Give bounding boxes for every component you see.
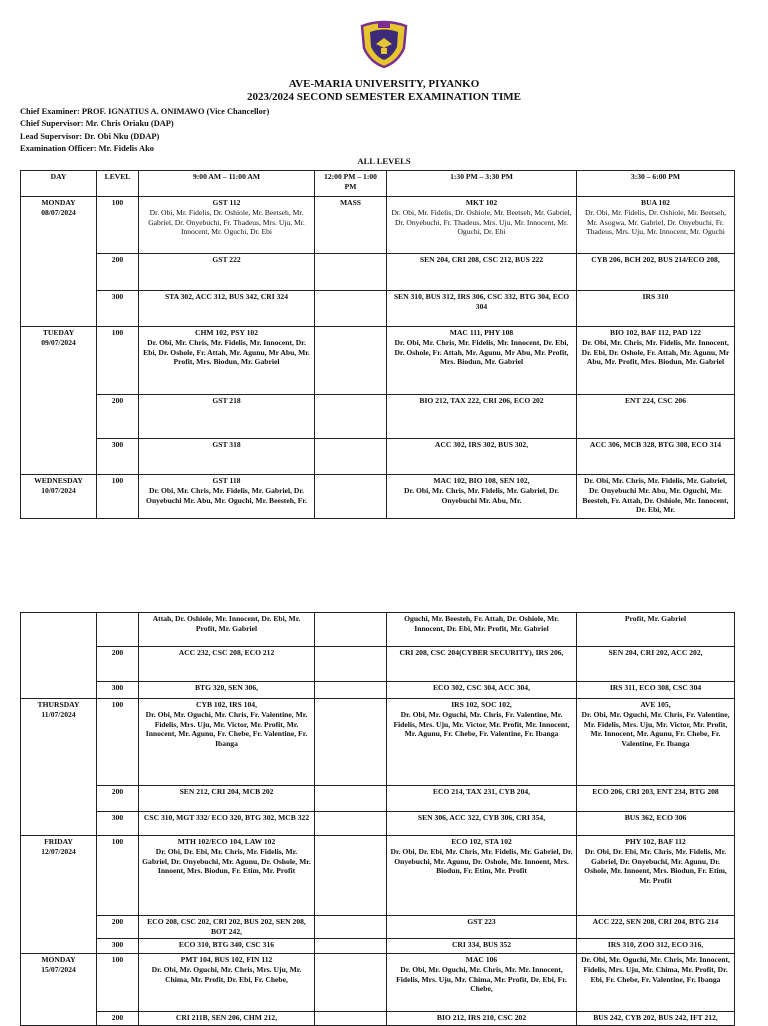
slot-cell: CYB 206, BCH 202, BUS 214/ECO 208, [577, 254, 735, 291]
level-cell: 300 [97, 291, 139, 327]
slot-cell: MAC 106 Dr. Obi, Mr. Oguchi, Mr. Chris, Mr. Mr. Innocent, Fidelis, Mrs. Uju, Mr. Chima, Mr. Profit, Dr. Ebi, Fr. Chebe, [387, 954, 577, 1012]
day-cell: THURSDAY 11/07/2024 [21, 699, 97, 836]
level-cell: 100 [97, 836, 139, 916]
slot-cell: ECO 206, CRI 203, ENT 234, BTG 208 [577, 786, 735, 812]
table-row [21, 254, 735, 291]
page-gap [0, 540, 768, 612]
slot-cell: ACC 302, IRS 302, BUS 302, [387, 439, 577, 475]
timetable-table-continued [20, 612, 735, 1026]
table-row [21, 647, 735, 682]
slot-cell: ECO 102, STA 102 Dr. Obi, Dr. Ebi, Mr. Chris, Mr. Fidelis, Mr. Gabriel, Dr. Onyebuchi, Mr. Agunu, Dr. Oshole, Mr. Innoent, Mrs. Biodun, Fr. Etim, Mr. Profit [387, 836, 577, 916]
slot-cell: CYB 102, IRS 104, Dr. Obi, Mr. Oguchi, Mr. Chris, Fr. Valentine, Mr. Fidelis, Mrs. Uju, Mr. Victor, Mr. Profit, Mr. Innocent, Mr. Agunu, Fr. Chebe, Fr. Valentine, Fr. Ibanga [139, 699, 315, 786]
slot-cell: CSC 310, MGT 332/ ECO 320, BTG 302, MCB 322 [139, 812, 315, 836]
table-row [21, 682, 735, 699]
all-levels-caption: ALL LEVELS [357, 156, 411, 166]
level-cell: 100 [97, 954, 139, 1012]
col-header-slot3: 1:30 PM – 3:30 PM [387, 171, 577, 197]
slot-cell [315, 699, 387, 786]
slot-cell: BIO 102, BAF 112, PAD 122 Dr. Obi, Mr. Chris, Mr. Fidelis, Mr. Innocent, Dr. Ebi, Dr. Oshole, Fr. Attah, Mr. Agunu, Mr Abu, Mr. Profit, Mrs. Biodun, Mr. Gabriel [577, 327, 735, 395]
slot-cell: MAC 102, BIO 108, SEN 102, Dr. Obi, Mr. Chris, Mr. Fidelis, Mr. Gabriel, Dr. Onyebuchi Mr. Abu, Mr. [387, 475, 577, 519]
slot-cell [315, 786, 387, 812]
slot-cell: MTH 102/ECO 104, LAW 102 Dr. Obi, Dr. Ebi, Mr. Chris, Mr. Fidelis, Mr. Gabriel, Dr. Onyebuchi, Mr. Agunu, Dr. Oshole, Mr. Innoent, Mrs. Biodun, Fr. Etim, Mr. Profit [139, 836, 315, 916]
slot-cell: IRS 102, SOC 102, Dr. Obi, Mr. Oguchi, Mr. Chris, Fr. Valentine, Mr. Fidelis, Mrs. Uju, Mr. Victor, Mr. Profit, Mr. Innocent, Mr. Agunu, Fr. Chebe, Fr. Valentine, Fr. Ibanga [387, 699, 577, 786]
slot-cell: IRS 311, ECO 308, CSC 304 [577, 682, 735, 699]
slot-cell: Oguchi, Mr. Beesteh, Fr. Attah, Dr. Oshiole, Mr. Innocent, Dr. Ebi, Mr. Profit, Mr. Gabriel [387, 613, 577, 647]
university-crest-icon [358, 20, 410, 68]
slot-cell: SEN 204, CRI 202, ACC 202, [577, 647, 735, 682]
level-cell: 200 [97, 916, 139, 939]
table-row [21, 613, 735, 647]
level-cell: 200 [97, 254, 139, 291]
col-header-level: LEVEL [97, 171, 139, 197]
slot-cell: ECO 310, BTG 340, CSC 316 [139, 939, 315, 954]
slot-cell: ECO 208, CSC 202, CRI 202, BUS 202, SEN 208, BOT 242, [139, 916, 315, 939]
slot-cell: CHM 102, PSY 102 Dr. Obi, Mr. Chris, Mr. Fidelis, Mr. Innocent, Dr. Ebi, Dr. Oshole, Fr. Attah, Mr. Agunu, Mr Abu, Mr. Profit, Mrs. Biodun, Mr. Gabriel [139, 327, 315, 395]
slot-cell: Profit, Mr. Gabriel [577, 613, 735, 647]
mass-cell: MASS [315, 197, 387, 254]
slot-cell: Dr. Obi, Mr. Chris, Mr. Fidelis, Mr. Gabriel, Dr. Onyebuchi Mr. Abu, Mr. Oguchi, Mr. Beesteh, Fr. Attah, Dr. Oshiole, Mr. Innocent, Dr. Ebi, Mr. [577, 475, 735, 519]
slot-cell [315, 327, 387, 395]
table-row [21, 395, 735, 439]
slot-cell: GST 112 Dr. Obi, Mr. Fidelis, Dr. Oshiole, Mr. Beetseh, Mr. Gabriel, Dr. Onyebuchi, Fr. Thadeus, Mrs. Uju, Mr. Innocent, Mr. Oguchi, Dr. Ebi [139, 197, 315, 254]
table-row [21, 954, 735, 1012]
day-cell [21, 613, 97, 699]
level-cell: 100 [97, 699, 139, 786]
slot-cell [315, 647, 387, 682]
level-cell: 100 [97, 327, 139, 395]
slot-cell [315, 613, 387, 647]
slot-cell: BUS 362, ECO 306 [577, 812, 735, 836]
table-row [21, 327, 735, 395]
slot-cell: CRI 334, BUS 352 [387, 939, 577, 954]
slot-cell: GST 218 [139, 395, 315, 439]
day-cell: MONDAY 08/07/2024 [21, 197, 97, 327]
table-row [21, 699, 735, 786]
slot-cell: PMT 104, BUS 102, FIN 112 Dr. Obi, Mr. Oguchi, Mr. Chris, Mrs. Uju, Mr. Chima, Mr. Profit, Dr. Ebi, Fr. Chebe, [139, 954, 315, 1012]
slot-cell: CRI 211B, SEN 206, CHM 212, [139, 1012, 315, 1026]
col-header-slot4: 3:30 – 6:00 PM [577, 171, 735, 197]
slot-cell: MKT 102 Dr. Obi, Mr. Fidelis, Dr. Oshiole, Mr. Beetseh, Mr. Gabriel, Dr. Onyebuchi, Fr. Thadeus, Mrs. Uju, Mr. Innocent, Mr. Oguchi, Dr. Ebi [387, 197, 577, 254]
slot-cell: BUA 102 Dr. Obi, Mr. Fidelis, Dr. Oshiole, Mr. Beetseh, Mr. Asogwa, Mr. Gabriel, Dr. Onyebuchi, Fr. Thadeus, Mrs. Uju, Mr. Innocent, Mr. Oguchi [577, 197, 735, 254]
level-cell: 300 [97, 939, 139, 954]
slot-cell: GST 222 [139, 254, 315, 291]
header-row [21, 171, 735, 197]
slot-cell: IRS 310 [577, 291, 735, 327]
slot-cell: AVE 105, Dr. Obi, Mr. Oguchi, Mr. Chris, Fr. Valentine, Mr. Fidelis, Mrs. Uju, Mr. Victor, Mr. Profit, Mr. Innocent, Mr. Agunu, Fr. Chebe, Fr. Valentine, Fr. Ibanga [577, 699, 735, 786]
table-row [21, 1012, 735, 1026]
slot-cell [315, 939, 387, 954]
level-cell: 200 [97, 395, 139, 439]
day-cell: MONDAY 15/07/2024 [21, 954, 97, 1026]
timetable-table [20, 170, 735, 519]
slot-cell [315, 1012, 387, 1026]
table-row [21, 939, 735, 954]
slot-cell: Dr. Obi, Mr. Oguchi, Mr. Chris, Mr. Innocent, Fidelis, Mrs. Uju, Mr. Chima, Mr. Profit, Dr. Ebi, Fr. Chebe, Fr. Valentine, Fr. Ibanga [577, 954, 735, 1012]
table-row [21, 916, 735, 939]
slot-cell: BIO 212, IRS 210, CSC 202 [387, 1012, 577, 1026]
slot-cell: SEN 204, CRI 208, CSC 212, BUS 222 [387, 254, 577, 291]
table-row [21, 291, 735, 327]
table-row [21, 786, 735, 812]
day-cell: FRIDAY 12/07/2024 [21, 836, 97, 954]
level-cell: 100 [97, 197, 139, 254]
col-header-slot2: 12:00 PM – 1:00 PM [315, 171, 387, 197]
level-cell: 300 [97, 812, 139, 836]
table-row [21, 197, 735, 254]
day-cell: WEDNESDAY 10/07/2024 [21, 475, 97, 519]
slot-cell: CRI 208, CSC 204(CYBER SECURITY), IRS 206, [387, 647, 577, 682]
slot-cell: SEN 306, ACC 322, CYB 306, CRI 354, [387, 812, 577, 836]
level-cell: 200 [97, 786, 139, 812]
slot-cell: ACC 306, MCB 328, BTG 308, ECO 314 [577, 439, 735, 475]
slot-cell [315, 954, 387, 1012]
slot-cell: ECO 214, TAX 231, CYB 204, [387, 786, 577, 812]
slot-cell [315, 439, 387, 475]
slot-cell [315, 291, 387, 327]
official-exam-officer: Examination Officer: Mr. Fidelis Ako [20, 143, 154, 153]
slot-cell [315, 682, 387, 699]
session-title: 2023/2024 SECOND SEMESTER EXAMINATION TIME [246, 91, 522, 103]
slot-cell: BUS 242, CYB 202, BUS 242, IFT 212, [577, 1012, 735, 1026]
slot-cell [315, 254, 387, 291]
table-row [21, 475, 735, 519]
slot-cell: ENT 224, CSC 206 [577, 395, 735, 439]
slot-cell: SEN 212, CRI 204, MCB 202 [139, 786, 315, 812]
slot-cell [315, 395, 387, 439]
level-cell: 200 [97, 647, 139, 682]
level-cell: 200 [97, 1012, 139, 1026]
slot-cell: GST 223 [387, 916, 577, 939]
table-row [21, 836, 735, 916]
level-cell: 300 [97, 682, 139, 699]
table-row [21, 439, 735, 475]
timetable-page-2 [0, 612, 768, 1024]
slot-cell [315, 916, 387, 939]
official-chief-supervisor: Chief Supervisor: Mr. Chris Oriaku (DAP) [20, 119, 174, 129]
slot-cell: IRS 310, ZOO 312, ECO 316, [577, 939, 735, 954]
slot-cell [315, 812, 387, 836]
level-cell [97, 613, 139, 647]
slot-cell: PHY 102, BAF 112 Dr. Obi, Dr. Ebi, Mr. Chris, Mr. Fidelis, Mr. Gabriel, Dr. Onyebuchi, Mr. Agunu, Dr. Oshole, Mr. Innoent, Mrs. Biodun, Fr. Etim, Mr. Profit [577, 836, 735, 916]
table-row [21, 812, 735, 836]
slot-cell: ACC 232, CSC 208, ECO 212 [139, 647, 315, 682]
slot-cell: BIO 212, TAX 222, CRI 206, ECO 202 [387, 395, 577, 439]
officials-list [20, 106, 269, 155]
slot-cell: SEN 310, BUS 312, IRS 306, CSC 332, BTG 304, ECO 304 [387, 291, 577, 327]
level-cell: 300 [97, 439, 139, 475]
official-chief-examiner: Chief Examiner: PROF. IGNATIUS A. ONIMAWO (Vice Chancellor) [20, 107, 270, 116]
slot-cell: ACC 222, SEN 208, CRI 204, BTG 214 [577, 916, 735, 939]
slot-cell: MAC 111, PHY 108 Dr. Obi, Mr. Chris, Mr. Fidelis, Mr. Innocent, Dr. Ebi, Dr. Oshole, Fr. Attah, Mr. Agunu, Mr Abu, Mr. Profit, Mrs. Biodun, Mr. Gabriel [387, 327, 577, 395]
slot-cell: Attah, Dr. Oshiole, Mr. Innocent, Dr. Ebi, Mr. Profit, Mr. Gabriel [139, 613, 315, 647]
slot-cell [315, 836, 387, 916]
slot-cell: GST 318 [139, 439, 315, 475]
level-cell: 100 [97, 475, 139, 519]
day-cell: TUEDAY 09/07/2024 [21, 327, 97, 475]
col-header-day: DAY [21, 171, 97, 197]
slot-cell: STA 302, ACC 312, BUS 342, CRI 324 [139, 291, 315, 327]
official-lead-supervisor: Lead Supervisor: Dr. Obi Nku (DDAP) [20, 131, 160, 141]
slot-cell: BTG 320, SEN 306, [139, 682, 315, 699]
slot-cell: ECO 302, CSC 304, ACC 304, [387, 682, 577, 699]
slot-cell [315, 475, 387, 519]
slot-cell: GST 118 Dr. Obi, Mr. Chris, Mr. Fidelis, Mr. Gabriel, Dr. Onyebuchi Mr. Abu, Mr. Oguchi, Mr. Beesteh, Fr. [139, 475, 315, 519]
col-header-slot1: 9:00 AM – 11:00 AM [139, 171, 315, 197]
university-name: AVE-MARIA UNIVERSITY, PIYANKO [288, 78, 480, 90]
